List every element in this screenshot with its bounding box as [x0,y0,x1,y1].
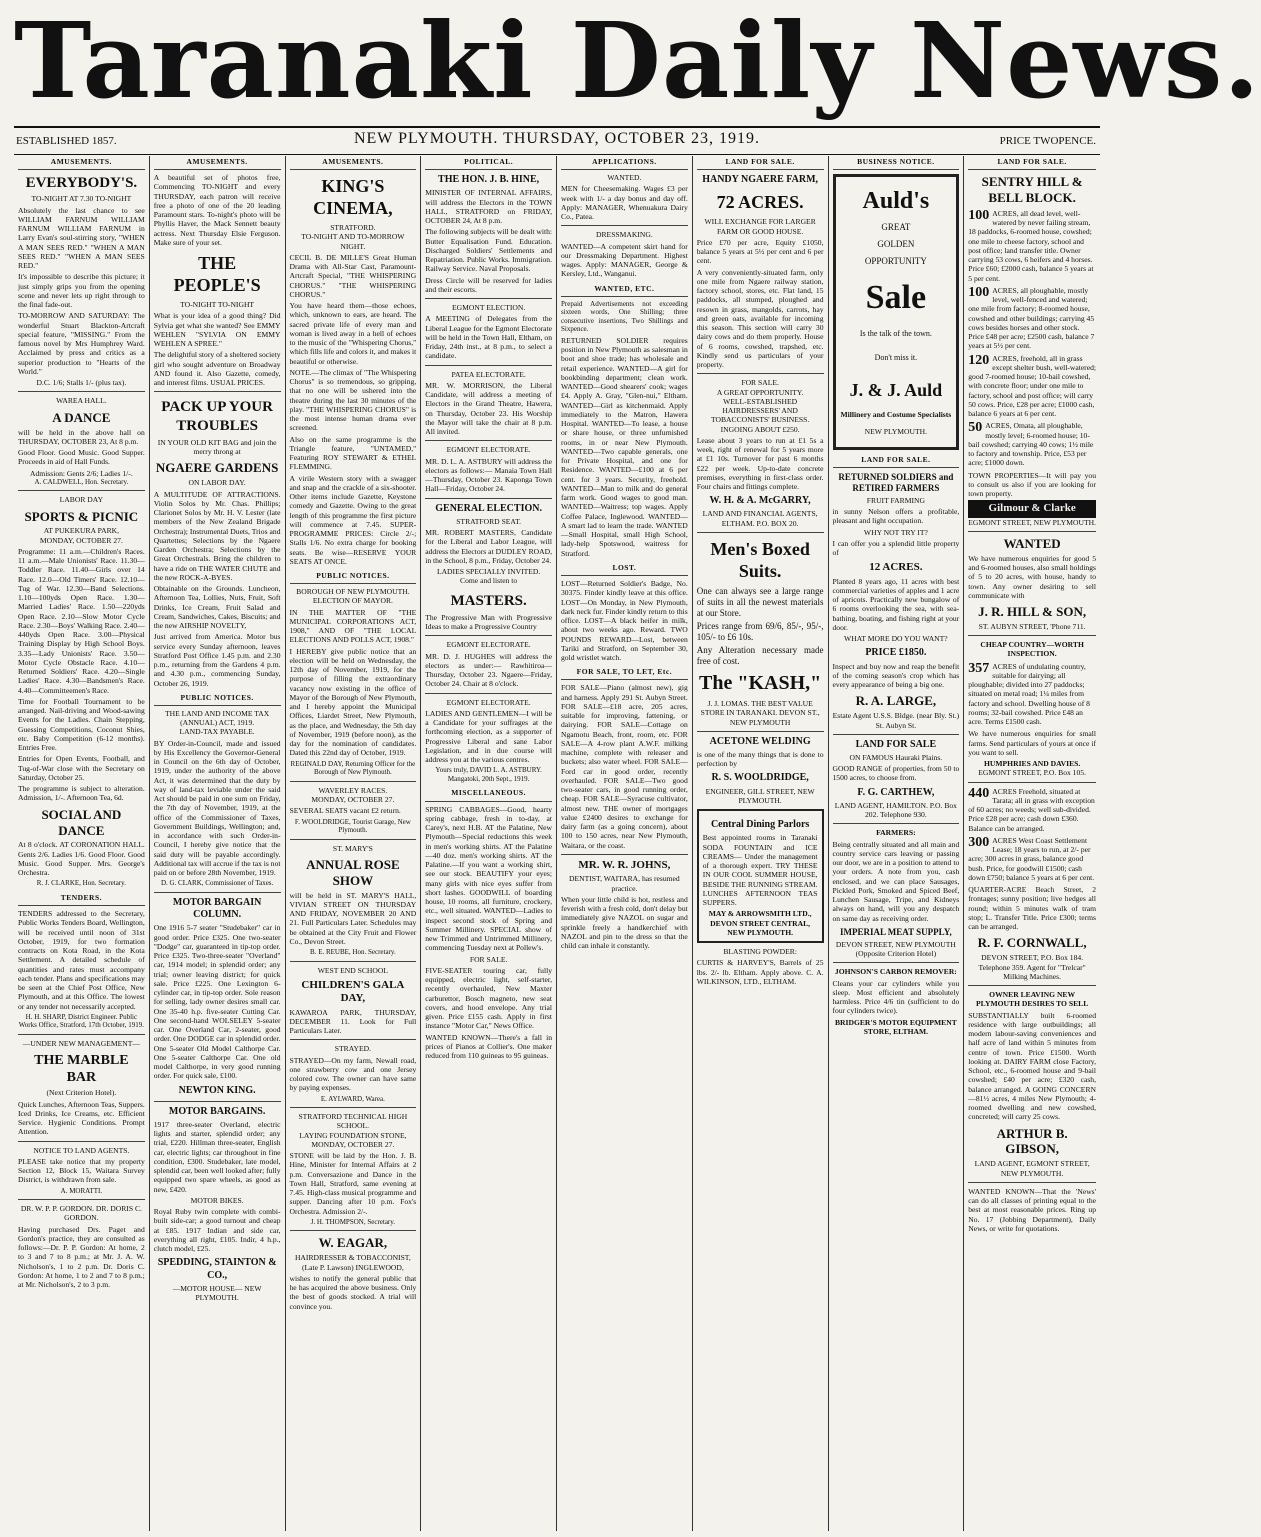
columns [14,156,1100,1531]
ad-title: F. G. CARTHEW, [857,786,935,798]
ad-line: LAND AGENT, EGMONT STREET, NEW PLYMOUTH. [974,1159,1090,1178]
ad-title: PRICE £1850. [865,647,927,659]
ad-line: D.C. 1/6; Stalls 1/- (plus tax). [36,378,127,388]
ad-text: The delightful story of a sheltered society girl who sought adventure on Broadway AND found it. Also Gazette, comedy, and interest films. USUAL PRICES. [153,350,281,388]
ad-text: will be held in ST. MARY'S HALL, VIVIAN STREET ON THURSDAY AND FRIDAY, NOVEMBER 20 AND 21. Full Particulars Later. Schedules may be obtained at the City Fruit and Flower Co., Devon Street. [289,890,417,946]
ad-line: BLASTING POWDER: [723,947,797,957]
ad-text: FOR SALE—Piano (almost new), gig and harness. Apply 291 St. Aubyn Street. FOR SALE—£18 acre, 205 acres, suitable for improving, fattening, or dairying. FOR SALE—Cottage on Ngamotu Beach, front, room, etc. FOR SALE—A 4-row plant A.W.F. milking machine, complete with releaser and buckets; also water wheel. FOR SALE—Ford car in good order, recently overhauled. FOR SALE—Two good two-seater cars, in good running order, cheap. FOR SALE—Syracuse cultivator, almost new. THE owner of mortgages value £2400 desires to exchange for dairy farm (as a going concern), about 100 to 150 acres, near New Plymouth, Waitara, or the coast. [561,683,688,850]
ad-text: SUBSTANTIALLY built 6-roomed residence with large outbuildings; all modern labour-saving conveniences and half acre of land within 5 minutes from centre of town. Price £1500. Worth looking at. DAIRY FARM close Factory, School, etc., 6-roomed house and 9-bail cowshed; £40 per acre; £320 cash, balance arranged. A GOING CONCERN—81½ acres, 4 miles New Plymouth; 4-roomed dwelling and new cowshed, concreted; will carry 25 cows. [968,1010,1096,1122]
ad-title: IMPERIAL MEAT SUPPLY, [839,926,952,937]
ad-title: GENERAL ELECTION. [435,502,542,514]
ad-text: is one of the many things that is done to perfection by [696,749,824,769]
ad-line: FARMERS: [876,828,916,838]
ad-text: At 8 o'clock. AT CORONATION HALL. Gents 2/6. Ladies 1/6. Good Floor. Good Music. Good Supper. Mrs. George's Orchestra. [18,840,145,878]
ad-text: QUARTER-ACRE Beach Street, 2 frontages; sunny position; live hedges all round; within 5 minutes walk of tram stop; L. Transfer Title. Price £300; terms can be arranged. [968,885,1096,932]
ad-line: DRESSMAKING. [596,230,653,240]
ad-line: WILL EXCHANGE FOR LARGER FARM OR GOOD HOUSE. [704,217,816,236]
ad-line: Millinery and Costume Specialists [840,410,952,420]
ad-line: ON LABOR DAY. [188,478,246,488]
ad-title: THE PEOPLE'S [173,253,261,296]
ad-line: FOR SALE. [741,378,779,388]
ad-text: Royal Ruby twin complete with combi-built side-car; a good turnout and cheap at £85. 1917 Indian and side car, everything all right, £105. Indir, 4 h.p., clutch model, £25. [153,1207,281,1254]
ad-line: Don't miss it. [874,352,918,362]
ad-text: I HEREBY give public notice that an election will be held on Wednesday, the 12th day of November, 1919, for the purpose of filling the extraordinary vacancy now existing in the office of Mayor of the Borough of New Plymouth, and I hereby appoint the Municipal Offices, Liardet Street, New Plymouth, as the place, and Wednesday, the 5th day of November, 1919 (before noon), as the day for the nomination of candidates. Dated this 22nd day of October, 1919. [289,646,417,758]
ad-line: STRAYED. [334,1044,371,1054]
land-listing: 357 ACRES of undulating country, suitable for dairying; all ploughable; divided into 27 paddocks; situated on metal road; 1¼ miles from factory and school. Dwelling house of 8 rooms; 32-bail cowshed. Price £48 an acre. Terms £1500 cash. [968,660,1090,727]
ad-line: ELECTION OF MAYOR. [312,596,393,606]
ad-text: MINISTER OF INTERNAL AFFAIRS, will address the Electors in the TOWN HALL, STRATFORD on FRIDAY, OCTOBER 24, At 8 p.m. [425,188,552,226]
ad-title: NEWTON KING. [178,1084,256,1096]
ad-text: It's impossible to describe this picture; it just simply grips you from the opening scene and never lets up right through to the final fade-out. [18,272,145,310]
ad-title: THE HON. J. B. HINE, [438,174,540,186]
ad-line: MONDAY, OCTOBER 27. [311,795,395,804]
column-6 [693,156,829,1531]
ad-line: STRATFORD SEAT. [456,516,522,526]
ad-text: MR. D. J. HUGHES will address the electors as under:— Rawhitiroa—Thursday, October 23. Ngaere—Friday, October 24. Chair at 8 o'clock. [425,651,552,689]
ad-signature: F. WOOLDRIDGE, Tourist Garage, New Plymouth. [294,817,411,835]
place-date: NEW PLYMOUTH. THURSDAY, OCTOBER 23, 1919. [353,130,761,147]
ad-text: The following subjects will be dealt with: Butter Equalisation Fund. Education. Discharged Soldiers' Settlements and Repatriation. Public Works. Immigration. Railway Service. Naval Proposals. [425,227,552,274]
section-heading: APPLICATIONS. [561,156,688,170]
listing-text: ACRES Freehold, situated at Tarata; all in grass with exception of 60 acres; no weeds; well sub-divided. Price £28 per acre; cash down £360. Balance can be arranged. [968,786,1095,833]
ad-text: The Progressive Man with Progressive Ideas to make a Progressive Country [425,612,552,632]
ad-text: You have heard them—those echoes, which, unknown to ears, are heard. The sacred private life of every man and woman is lived away in a hell of echoes to the music of the "Whispering Chorus," which fills life and colors it, and makes it beautiful or otherwise. [289,301,417,366]
ad-title: Auld's [862,188,930,215]
ad-text: Quick Lunches, Afternoon Teas, Suppers. Iced Drinks, Ice Creams, etc. Efficient Service. Hygienic Conditions. Prompt Attention. [18,1099,145,1137]
ad-line: EGMONT ELECTORATE. [446,697,531,707]
section-heading: PUBLIC NOTICES. [154,692,281,706]
ad-text: wishes to notify the general public that he has acquired the above business. Only the best of goods stocked. A trial will convince you. [289,1273,417,1311]
section-heading: LOST. [561,562,688,576]
ad-line: BRIDGER'S MOTOR EQUIPMENT STORE, ELTHAM. [834,1017,957,1036]
ad-text: STONE will be laid by the Hon. J. B. Hine, Minister for Internal Affairs at 2 p.m. Conversazione and Dance in the Town Hall, Stratford, same evening at 7.45. High-class musical programme and supper. Dancing after 10 p.m. Fox's Orchestra. Admission 2/-. [289,1151,417,1216]
land-listing: 440 ACRES Freehold, situated at Tarata; all in grass with exception of 60 acres; no weeds; well sub-divided. Price £28 per acre; cash down £360. Balance can be arranged. [968,785,1095,833]
ad-title: Sale [865,279,927,317]
land-listing: 100 ACRES, all ploughable, mostly level, well-fenced and watered; one mile from factory; 8-roomed house, cowshed and other buildings; carrying 45 cows besides horses and other stock. Price £48 per acre; £2500 cash, balance 7 years at 5½ per cent. [968,284,1095,351]
ad-text: Any Alteration necessary made free of cost. [696,644,824,666]
ad-line: PATEA ELECTORATE. [451,369,526,379]
ad-text: RETURNED SOLDIER requires position in New Plymouth as salesman in boot and shoe trade; has wholesale and retail experience. WANTED—A girl for bookbinding department; clean work. WANTED—Good shearers' cook; wages £4. Apply A. Gray, "Glen-nui," Eltham. WANTED—Girl as kitchenmaid. Apply immediately to the Matron, Hawera Hospital. WANTED—To lease, a house or share house, or three unfurnished rooms, in or near New Plymouth. WANTED—Two capable generals, one for Private Hospital, and one for Residence. WANTED—£100 at 6 per cent. for 3 years. Security, freehold. WANTED—Man to milk and do general farm work. Good wages to good man. WANTED—Waitress; top wages. Apply Coffee Palace, Inglewood. WANTED—A smart lad to learn the trade. WANTED—Small Hospital, small High School, lady-help Spotswood, waitress for Stratford. [561,335,688,558]
ad-text: A virile Western story with a swagger and snap and the crackle of a six-shooter. Other items include Gazette, Keystone comedy and Gazette. Owing to the great length of this programme the first picture will commence at 7.45. SUPER-PROGRAMME PRICES: Circle 2/-; Stalls 1/6. No extra charge for booking seats. Be wise—RESERVE YOUR SEATS AT ONCE. [289,473,417,566]
ad-line: DENTIST, WAITARA, has resumed practice. [569,874,680,893]
ad-title: SPORTS & PICNIC [24,508,139,524]
ad-line: MOTOR BIKES. [190,1195,244,1205]
ad-title: Men's Boxed Suits. [710,538,810,581]
ad-text: IN THE MATTER OF "THE MUNICIPAL CORPORATIONS ACT, 1908," AND OF "THE LOCAL ELECTIONS AND POLLS ACT, 1908." [289,607,417,645]
ad-line: WELL-ESTABLISHED HAIRDRESSERS' AND TOBACCONISTS' BUSINESS. INGOING ABOUT £250. [710,396,810,434]
ad-line: ENGINEER, GILL STREET, NEW PLYMOUTH. [705,786,815,805]
column-7 [829,156,965,1531]
ad-text: Time for Football Tournament to be arranged. Nail-driving and Wood-sawing Events for the Ladies. Chain Stepping, Guessing Competitions, Coconut Shies, etc. Baby Competition (6-12 months). Entries Free. [18,696,145,753]
ad-text: We have numerous enquiries for good 5 and 6-roomed houses, also small holdings of 5 to 20 acres, with house, handy to town. Any owner desiring to sell communicate with [968,553,1096,600]
ad-text: When your little child is hot, restless and feverish with a fresh cold, don't delay but immediately give NAZOL on sugar and sprinkle freely a handkerchief with NAZOL and pin to the dress so that the child can inhale it constantly. [561,894,688,951]
dateline-bar [14,126,1100,155]
ad-title: THE MARBLE BAR [34,1053,129,1086]
ad-text: We have numerous enquiries for small farms. Send particulars of yours at once if you want to sell. [968,729,1096,757]
ad-signature: D. G. CLARK, Commissioner of Taxes. [160,879,274,888]
ad-text: CECIL B. DE MILLE'S Great Human Drama with All-Star Cast, Paramount-Artcraft Special, "THE WHISPERING CHORUS." "THE WHISPERING CHORUS." [289,252,417,299]
listing-text: ACRES, Omata, all ploughable, mostly level; 6-roomed house; 10-bail cowshed; carrying 40 cows; 1½ mile to factory and township. Price, £53 per acre; £1000 down. [968,421,1094,468]
ad-text: TO-MORROW AND SATURDAY: The wonderful Stuart Blackton-Artcraft special feature, "MISSING." From the famous novel by Mrs Humphrey Ward. Acclaimed by press and critics as a superior production to "Hearts of the World." [18,311,145,376]
ad-line: DR. W. P. P. GORDON. DR. DORIS C. GORDON. [20,1204,142,1223]
ad-line: EGMONT ELECTORATE. [446,445,531,455]
ad-line: WANTED. [607,173,642,183]
ad-text: I can offer you a splendid little property of [832,538,960,558]
ad-title: A DANCE [52,409,111,425]
ad-title: ARTHUR B. GIBSON, [996,1125,1068,1157]
ad-text: BY Order-in-Council, made and issued by His Excellency the Governor-General in Council on the 6th day of October, 1919, under the authority of the above Act, it was determined that the duty by way of land-tax leviable under the said Act should be paid in one sum on Friday, the 7th day of November, 1919, at the office of the Commissioner of Taxes, Government Buildings, Wellington; and, in accordance with such Order-in-Council, I hereby give notice that the said duty will be payable accordingly. Additional tax will accrue if the tax is not paid on or before 28th November, 1919. [153,738,281,878]
aulds-sale-ad [833,174,960,450]
ad-title: R. A. LARGE, [855,693,937,709]
ad-title: HANDY NGAERE FARM, [702,174,819,186]
column-2 [150,156,286,1531]
ad-text: One 1916 5-7 seater "Studebaker" car in good order. Price £325. One two-seater "Dodge" car, guaranteed in tip-top order. Price £325. Two-three-seater "Overland" car, 1914 model; in splendid order; any trial; owner leaving district; for quick sale. Price £225. One Lexington 6-cylinder car, in tip-top order. Sole reason for selling, lady owner desires small car. One 35-40 h.p. five-seater Cutting Car. One second-hand WOLSELEY 5-seater car. One Overland Car, 2-seater, good order. One DODGE car in splendid order. One 5-seater Old Model Calthorpe Car. One 5-seater Calthorpe Car. One old model Calthorpe, in very good running order. For quick sale, £100. [153,923,281,1081]
ad-text: TOWN PROPERTIES—It will pay you to consult us also if you are looking for town property. [968,470,1096,499]
ad-text: A very conveniently-situated farm, only one mile from Ngaere railway station, factory school, stores, etc. Flat land, 15 paddocks, all stumped, ploughed and resown in grass, mangolds, carrots, hay and green oats, available for incoming this season. This section will carry 30 dairy cows and do them properly. House of 6 rooms, cowshed, trapshed, etc. Kindly send us particulars of your property. [696,267,824,370]
ad-line: ST. AUBYN STREET, 'Phone 711. [978,621,1086,631]
ad-signature: Yours truly, DAVID L. A. ASTBURY. Mangatoki, 20th Sept., 1919. [435,766,542,783]
ad-line: EGMONT STREET, P.O. Box 105. [978,768,1086,778]
listing-text: ACRES, freehold, all in grass except shelter bush, well-watered; good 7-roomed house; 10-bail cowshed, with concrete floor; under one mile to factory, school and post office; will carry 50 cows. Price, £28 per acre; £1000 cash, balance 6 years at 6 per cent. [968,353,1096,419]
ad-text: One can always see a large range of suits in all the newest materials at our Store. [696,585,824,618]
ad-text: A MULTITUDE OF ATTRACTIONS. Violin Solos by Mr. Chas. Phillips; Clarionet Solos by Mr. H. V. Lester (late members of the New Zealand Brigade Orchestra); Instrumental Duets, Trios and Quartettes; Selections by the Ngaere Garden Orchestra; Selections by the Great Orchestrals. Bring the children to have a ride on THE WATER CHUTE and the new ROCK-A-BYES. [153,489,281,582]
ad-title: LAND FOR SALE [855,738,937,750]
ad-title: MOTOR BARGAINS. [168,1105,266,1117]
ad-text: Best appointed rooms in Taranaki SODA FOUNTAIN and ICE CREAMS— Under the management of a thorough expert. TRY THESE IN OUR COOL SUMMER HOUSE, BESIDE THE RUNNING STREAM. LUNCHES AFTERNOON TEAS SUPPERS. [702,833,818,908]
ad-title: R. S. WOOLDRIDGE, [711,772,809,784]
ad-line: JOHNSON'S CARBON REMOVER: [834,967,957,977]
section-heading: MISCELLANEOUS. [425,787,552,801]
ad-line: WHY NOT TRY IT? [863,527,928,537]
ad-title: NGAERE GARDENS [155,460,279,476]
ad-line: HUMPHRIES AND DAVIES. [983,759,1081,769]
ad-line: Admission: Gents 2/6; Ladies 1/-. [30,468,133,478]
ad-line: TO-NIGHT AND TO-MORROW NIGHT. [301,232,405,251]
ad-line: WAVERLEY RACES. [318,785,388,795]
ad-text: WANTED KNOWN—That the 'News' can do all classes of printing equal to the best at most reasonable prices. Ring up No. 17 (Jobbing Department), Daily News, or write for quotations. [968,1186,1096,1233]
ad-line: AT PUKEKURA PARK, [43,526,120,536]
ad-text: Lease about 3 years to run at £1 5s a week, right of renewal for 5 years more at £1 10s. Turnover for past 6 months £22 per week. Up-to-date concrete premises, everything in first-class order. Four chairs and fittings complete. [696,435,824,492]
listing-text: ACRES West Coast Settlement Lease; 18 years to run, at 2/- per acre; 300 acres in grass, balance good bush. Price, for goodwill £1500; cash down £750; balance 5 years at 6 per cent. [968,835,1095,882]
ad-line: THE LAND AND INCOME TAX (ANNUAL) ACT, 1919. [164,708,270,728]
ad-text: in sunny Nelson offers a profitable, pleasant and light occupation. [832,507,960,526]
ad-text: Planted 8 years ago, 11 acres with best commercial varieties of apples and 1 acre of apricots. Practically new bungalow of 6 rooms overlooking the sea, with sea-bathing, boating, and fishing right at your door. [832,576,960,632]
section-heading: TENDERS. [18,892,145,906]
section-heading: LAND FOR SALE. [697,156,824,170]
ad-line: STRATFORD. [330,223,376,233]
ad-text: KAWAROA PARK, THURSDAY, DECEMBER 11. Look for Full Particulars Later. [289,1007,417,1036]
ad-text: MEN for Cheesemaking. Wages £3 per week with 1/- a day bonus and day off. Apply: MANAGER, Whenuakura Dairy Co., Patea. [561,184,688,222]
ad-title: R. F. CORNWALL, [977,935,1087,951]
ad-text: SEVERAL SEATS vacant £2 return. [289,806,401,816]
column-4 [421,156,557,1531]
ad-signature: B. E. REUBE, Hon. Secretary. [310,948,396,957]
section-heading: FOR SALE, TO LET, Etc. [561,666,688,680]
ad-line: LABOR DAY [59,495,104,505]
section-heading: AMUSEMENTS. [154,156,281,170]
ad-line: OWNER LEAVING NEW PLYMOUTH DESIRES TO SELL [975,990,1089,1009]
ad-line: LAND-TAX PAYABLE. [179,727,255,737]
ad-title: SENTRY HILL & BELL BLOCK. [981,174,1083,205]
section-heading: PUBLIC NOTICES. [290,570,417,584]
ad-line: STRATFORD TECHNICAL HIGH SCHOOL. [298,1112,408,1131]
ad-line: TO-NIGHT TO-NIGHT [180,300,255,310]
ad-line: GREAT [881,222,911,233]
ad-line: EGMONT ELECTORATE. [446,640,531,650]
ad-title: 12 ACRES. [869,561,923,574]
ad-text: What is your idea of a good thing? Did Sylvia get what she wanted? See EMMY WEHLEN "SYLVIA ON EMMY WEHLEN A SPREE." [153,311,281,349]
column-5 [557,156,693,1531]
ad-line: NEW PLYMOUTH. [864,427,928,437]
ad-line: MONDAY, OCTOBER 27. [39,535,123,545]
ad-title: ANNUAL ROSE SHOW [306,856,400,888]
ad-title: PACK UP YOUR TROUBLES [161,399,273,434]
ad-text: GOOD RANGE of properties, from 50 to 1500 acres, to choose from. [832,764,960,783]
ad-title: ACETONE WELDING [709,735,811,747]
land-listing: 120 ACRES, freehold, all in grass except shelter bush, well-watered; good 7-roomed house; 10-bail cowshed, with concrete floor; under one mile to factory, school and post office; will carry 50 cows. Price, £28 per acre; £1000 cash, balance 6 years at 6 per cent. [968,352,1096,419]
ad-line: GOLDEN [877,239,915,250]
ad-text: Prepaid Advertisements not exceeding sixteen words, One Shilling; three consecutive insertions, Two Shillings and Sixpence. [561,299,688,334]
ad-title: CHILDREN'S GALA DAY, [301,978,405,1005]
ad-title: J. R. HILL & SON, [978,604,1087,620]
price-label: PRICE TWOPENCE. [999,135,1096,147]
ad-line: EGMONT ELECTION. [451,303,526,313]
ad-text: NOTE.—The climax of "The Whispering Chorus" is so tremendous, so gripping, that no one will be ushered into the theatre during the last 30 minutes of the play. "THE WHISPERING CHORUS" is the most intense human drama ever screened. [289,367,417,433]
ad-text: SPRING CABBAGES—Good, hearty spring cabbage, fresh in to-day, at Carey's, next H.B. AT the Palatine, New Plymouth—Special reductions this week in men's working shirts. AT the Palatine—40 doz. men's working shirts. AT the Palatine.—If you want a working shirt, see our stock. BEAUTIFY your eyes; many girls with nice eyes suffer from short lashes. GOODWILL of boarding house, 10 rooms, all furniture, crockery, etc., well situated. WANTED—Ladies to inspect second stock of Spring and Summer Millinery. SPECIAL show of new Trimmed and Untrimmed Millinery, commencing Tuesday next at Pollew's. [425,804,552,953]
ad-text: PLEASE take notice that my property Section 12, Block 15, Waitara Survey District, is withdrawn from sale. [18,1156,145,1185]
ad-line: CHEAP COUNTRY—WORTH INSPECTION. [980,640,1084,659]
ad-text: WANTED—A competent skirt hand for our Dressmaking Department. Highest wages. Apply: MANAGER, George & Kersley, Ltd., Wanganui. [561,241,688,279]
listing-text: ACRES of undulating country, suitable for dairying; all ploughable; divided into 27 paddocks; situated on metal road; 1¼ miles from factory and school. Dwelling house of 8 rooms; 32-bail cowshed. Price £48 an acre. Terms £1500 cash. [968,661,1090,727]
ad-line: (Next Criterion Hotel). [46,1088,117,1098]
section-heading: POLITICAL. [425,156,552,170]
ad-text: MR. W. MORRISON, the Liberal Candidate, will address a meeting of Electors in the Grand Theatre, Hawera, on Thursday, October 23. His Worship the Mayor will take the chair at 8 p.m. All invited. [425,380,552,437]
ad-text: will be held in the above hall on THURSDAY, OCTOBER 23, At 8 p.m. [18,427,145,446]
ad-text: Just arrived from America. Motor bus service every Sunday afternoon, leaves Stratford Post Office 1.45 p.m. and 2.30 p.m., returning from the Gardens 4 p.m. and 4.30 p.m., commencing Sunday, October 26, 1919. [153,632,281,688]
ad-line: WEST END SCHOOL [317,965,389,975]
section-heading: LAND FOR SALE. [968,156,1096,170]
ad-title: MOTOR BARGAIN COLUMN. [172,896,262,921]
ad-line: FRUIT FARMING [866,495,925,505]
ad-title: MASTERS. [450,592,527,609]
ad-text: LOST—Returned Soldier's Badge, No. 30375. Finder kindly leave at this office. LOST—On Monday, in New Plymouth, dark neck fur. Finder kindly return to this office. LOST—A black heifer in milk, about two weeks ago. Reward. TWO POUNDS REWARD—Lost, between Tariki and Stratford, on September 30, gold wristlet watch. [561,579,688,663]
ad-title: WANTED [1003,536,1061,552]
section-heading: LAND FOR SALE. [833,454,960,468]
ad-line: BOROUGH OF NEW PLYMOUTH. [296,587,410,597]
ad-signature: J. H. THOMPSON, Secretary. [310,1217,396,1226]
land-listing: 300 ACRES West Coast Settlement Lease; 18 years to run, at 2/- per acre; 300 acres in grass, balance good bush. Price, for goodwill £1500; cash down £750; balance 5 years at 6 per cent. [968,834,1095,882]
ad-text: Inspect and buy now and reap the benefit of the coming season's crop which has every appearance of being a big one. [832,661,960,690]
ad-line: LAYING FOUNDATION STONE, MONDAY, OCTOBER 27. [299,1130,407,1149]
ad-signature: E. AYLWARD, Warea. [320,1094,385,1103]
ad-line: OPPORTUNITY [864,256,927,267]
ad-title: W. EAGAR, [318,1235,388,1251]
ad-signature: MAY & ARROWSMITH LTD., DEVON STREET CENTRAL, NEW PLYMOUTH. [708,909,812,937]
ad-line: ON FAMOUS Hauraki Plains. [849,752,943,762]
ad-text: TENDERS addressed to the Secretary, Public Works Tenders Board, Wellington, will be received until noon of 31st October, 1919, for two formation contracts on Kota Road, in the Kota Settlement. A detailed schedule of quantities and rates must accompany each tender. Plans and specifications may be seen at the Chief Post Office, New Plymouth, and at this Office. The lowest or any tender not necessarily accepted. [18,909,145,1011]
column-3 [286,156,422,1531]
ad-text: A beautiful set of photos free, Commencing TO-NIGHT and every THURSDAY, each patron will receive free a photo of one of the 20 leading Paramount stars. To-night's photo will be Phyllis Haver, the Mack Sennett beauty actress. Next Thursday Elsie Ferguson. Make sure of your set. [153,173,281,247]
ad-line: LAND AND FINANCIAL AGENTS, ELTHAM. P.O. BOX 20. [702,509,818,528]
ad-signature: R. J. CLARKE, Hon. Secretary. [36,879,126,888]
ad-title: RETURNED SOLDIERS and RETIRED FARMERS [838,471,954,493]
section-heading: AMUSEMENTS. [290,156,417,170]
ad-text: Programme: 11 a.m.—Children's Races. 11 a.m.—Male Unionists' Race. 11.30—Toddler Race. 11.40—Girls over 14 Race. 12.0—Old Timers' Race. 12.10—Tug of War. 12.30—Band Selections. 1.10—100yds Open Race. 1.30—Married Ladies' Race. 1.50—220yds Open Race. 2.10—Slow Motor Cycle Race. 2.30—Boys' Walking Race. 2.40—440yds Open Race. 3.00—Physical Training Display by High School Boys. 3.35—Lady Unionists' Race. 3.50—Motor Cycle Obstacle Race. 4.10—Returned Soldiers' Race. 4.20—Single Ladies' Race. 4.30—Bandsmen's Race. 4.40—Committeemen's Race. [18,546,145,695]
ad-line: TO-NIGHT AT 7.30 TO-NIGHT [31,194,132,204]
listing-text: ACRES, all ploughable, mostly level, well-fenced and watered; one mile from factory; 8-roomed house, cowshed and other buildings; carrying 45 cows besides horses and other stock. Price £48 per acre; £2500 cash, balance 7 years at 5½ per cent. [968,285,1095,351]
ad-title: The "KASH," [699,671,822,694]
ad-text: Dress Circle will be reserved for ladies and their escorts. [425,275,552,294]
ad-line: NOTICE TO LAND AGENTS. [33,1145,130,1155]
ad-text: Also on the same programme is the Triangle feature, "UNTAMED," Featuring ROY STEWART & ETHEL FLEMMING. [289,434,417,472]
ad-line: DEVON STREET, P.O. Box 184. Telephone 359. Agent for "Trelcar" Milking Machines. [978,953,1086,981]
ad-title: J. & J. Auld [849,380,943,401]
ad-title: Central Dining Parlors [710,819,810,831]
ad-text: LADIES AND GENTLEMEN—I will be a Candidate for your suffrages at the forthcoming election, as a supporter of Progressive Liberal and sane Labor Legislation, and in due course will address you at the various centres. [425,708,552,765]
ad-text: A MEETING of Delegates from the Liberal League for the Egmont Electorate will be held in the Town Hall, Eltham, on Friday, 24th inst., at 8 p.m., to select a candidate. [425,314,552,361]
ad-text: WANTED KNOWN—There's a fall in prices of Pianos at Collier's. One maker reduced from 110 guineas to 95 guineas. [425,1032,552,1061]
ad-title: W. H. & A. McGARRY, [709,495,811,507]
ad-text: CURTIS & HARVEY'S, Barrels of 25 lbs. 2/- lb. Eltham. Apply above. C. A. WILKINSON, LTD., ELTHAM. [696,958,824,986]
ad-title: SPEDDING, STAINTON & CO., [157,1257,277,1281]
ad-line: —UNDER NEW MANAGEMENT— [22,1038,140,1048]
ad-text: STRAYED—On my farm, Newall road, one strawberry cow and one Jersey colored cow. The owner can have same by paying expenses. [289,1055,417,1093]
ad-signature: A. MORATTI. [60,1186,103,1195]
ad-title: Gilmour & Clarke [968,500,1096,517]
ad-line: EGMONT STREET, NEW PLYMOUTH. [968,517,1096,527]
ad-text: Good Floor. Good Music. Good Supper. Proceeds in aid of Hall Funds. [18,448,145,467]
ad-line: Come and listen to [460,576,518,586]
ad-text: Prices range from 69/6, 85/-, 95/-, 105/- to £6 10s. [696,620,824,642]
ad-line: Is the talk of the town. [859,328,932,338]
ad-text: Having purchased Drs. Paget and Gordon's practice, they are consulted as follows:—Dr. P. P. Gordon: At home, 2 to 3 and 7 to 8 p.m.; at Mr. J. A. W. Nicholson's, 1 to 2 p.m. Dr. Doris C. Gordon: At home, 1 to 2 and 7 to 8 p.m.; at Mr. Nicholson's, 2 to 3 p.m. [18,1224,145,1290]
ad-title: 72 ACRES. [716,192,804,213]
land-listing: 50 ACRES, Omata, all ploughable, mostly level; 6-roomed house; 10-bail cowshed; carrying 40 cows; 1½ mile to factory and township. Price, £53 per acre; £1000 down. [968,420,1094,468]
ad-line: DEVON STREET, NEW PLYMOUTH (Opposite Criterion Hotel) [835,939,956,959]
ad-title: SOCIAL AND DANCE [41,806,122,838]
ad-line: IN YOUR OLD KIT BAG and join the merry throng at [157,437,277,457]
column-1 [14,156,150,1531]
ad-text: MR. ROBERT MASTERS, Candidate for the Liberal and Labor League, will address the Electors at DUDLEY ROAD, in the School, 8 p.m., Friday, October 24. [425,528,552,565]
ad-line: Estate Agent U.S.S. Bldge. (near Bly. St.) St. Aubyn St. [832,711,960,730]
ad-line: HAIRDRESSER & TOBACCONIST, (Late P. Lawson) INGLEWOOD, [294,1253,411,1272]
ad-text: The programme is subject to alteration. Admission, 1/-. Afternoon Tea, 6d. [18,784,145,803]
ad-line: J. J. LOMAS. THE BEST VALUE STORE IN TARANAKI. DEVON ST., NEW PLYMOUTH [700,699,820,727]
established-label: ESTABLISHED 1857. [16,135,117,147]
ad-text: Price £70 per acre, Equity £1050, balance 5 years at 5½ per cent and 6 per cent. [696,237,824,266]
ad-text: 1917 three-seater Overland, electric lights and starter, splendid order; any trial, £220. Hillman three-seater, English car, electric lights; car throughout in fine condition, £300. Studebaker, late model, splendid car, been well looked after; fully equipped two spare wheels, as good as new, £420. [153,1119,281,1194]
ad-signature: H. H. SHARP, District Engineer. Public Works Office, Stratford, 17th October, 1919. [18,1012,144,1030]
ad-line: FOR SALE. [469,954,508,964]
ad-title: MR. W. R. JOHNS, [578,858,671,871]
ad-line: LAND AGENT, HAMILTON. P.O. Box 202. Telephone 930. [834,800,957,820]
ad-title: EVERYBODY'S. [25,175,138,192]
ad-signature: A. CALDWELL, Hon. Secretary. [34,477,129,486]
central-dining-ad [697,809,824,943]
ad-title: KING'S CINEMA, [313,176,393,219]
masthead-title: Taranaki Daily News. [14,0,1261,122]
section-heading: WANTED, ETC. [561,283,688,297]
ad-line: —MOTOR HOUSE— NEW PLYMOUTH. [172,1283,262,1303]
listing-text: ACRES, all dead level, well-watered by never failing stream, 18 paddocks, 6-roomed house, cowshed; one mile to cheese factory, school and post office; land transfer title. Owner carrying 53 cows, 6 heifers and 4 horses. Price £60; £2000 cash, balance 5 years at 5 per cent. [968,208,1094,283]
ad-line: WAREA HALL. [56,396,107,406]
ad-text: MR. D. L. A. ASTBURY will address the electors as follows:— Manaia Town Hall—Thursday, October 23. Kaponga Town Hall—Friday, October 24. [425,456,552,494]
ad-text: FIVE-SEATER touring car, fully equipped, electric light, self-starter, recently overhauled, New Maxter carburettor, Bosch magneto, new seat covers, and hood envelope. Any trial given. Price £155 cash. Apply in first instance "Motor Car," News Office. [425,965,552,1031]
land-listing: 100 ACRES, all dead level, well-watered by never failing stream, 18 paddocks, 6-roomed house, cowshed; one mile to cheese factory, school and post office; land transfer title. Owner carrying 53 cows, 6 heifers and 4 horses. Price £60; £2000 cash, balance 5 years at 5 per cent. [968,207,1094,283]
ad-text: Being centrally situated and all main and country service cars leaving or passing our door, we are in a position to attend to your orders. A note from you, cash enclosed, and we can place Sausages, Pickled Pork, Smoked and Spiced Beef, Lunchen Sausage, Tripe, and Kidneys always on hand, will you any despatch on same day as receiving order. [832,839,960,923]
ad-text: Entries for Open Events, Football, and Tug-of-War close with the Secretary on Saturday, October 25. [18,754,145,782]
ad-text: Cleans your car cylinders while you sleep. Most efficient and absolutely harmless. Price 4/6 tin (sufficient to do four cylinders twice). [832,978,960,1016]
section-heading: BUSINESS NOTICE. [833,156,960,170]
ad-signature: REGINALD DAY, Returning Officer for the Borough of New Plymouth. [290,759,416,777]
ad-line: LADIES SPECIALLY INVITED. [436,567,541,577]
ad-line: ST. MARY'S [332,843,373,853]
column-8 [964,156,1100,1531]
ad-text: Absolutely the last chance to see WILLIAM FARNUM WILLIAM FARNUM WILLIAM FARNUM in Larry Evan's soul-stirring story, "WHEN A MAN SEES RED." "WHEN A MAN SEES RED." "WHEN A MAN SEES RED." [18,205,145,271]
section-heading: AMUSEMENTS. [18,156,145,170]
ad-line: WHAT MORE DO YOU WANT? [844,634,948,644]
ad-line: A GREAT OPPORTUNITY. [716,387,804,397]
ad-text: Obtainable on the Grounds. Luncheon, Afternoon Tea, Lollies, Nuts, Fruit, Soft Drinks, Ice Cream, Fruit Salad and Cream, Sandwiches, Cakes, Biscuits; and the new AIRSHIP NOVELTY, [153,584,281,630]
